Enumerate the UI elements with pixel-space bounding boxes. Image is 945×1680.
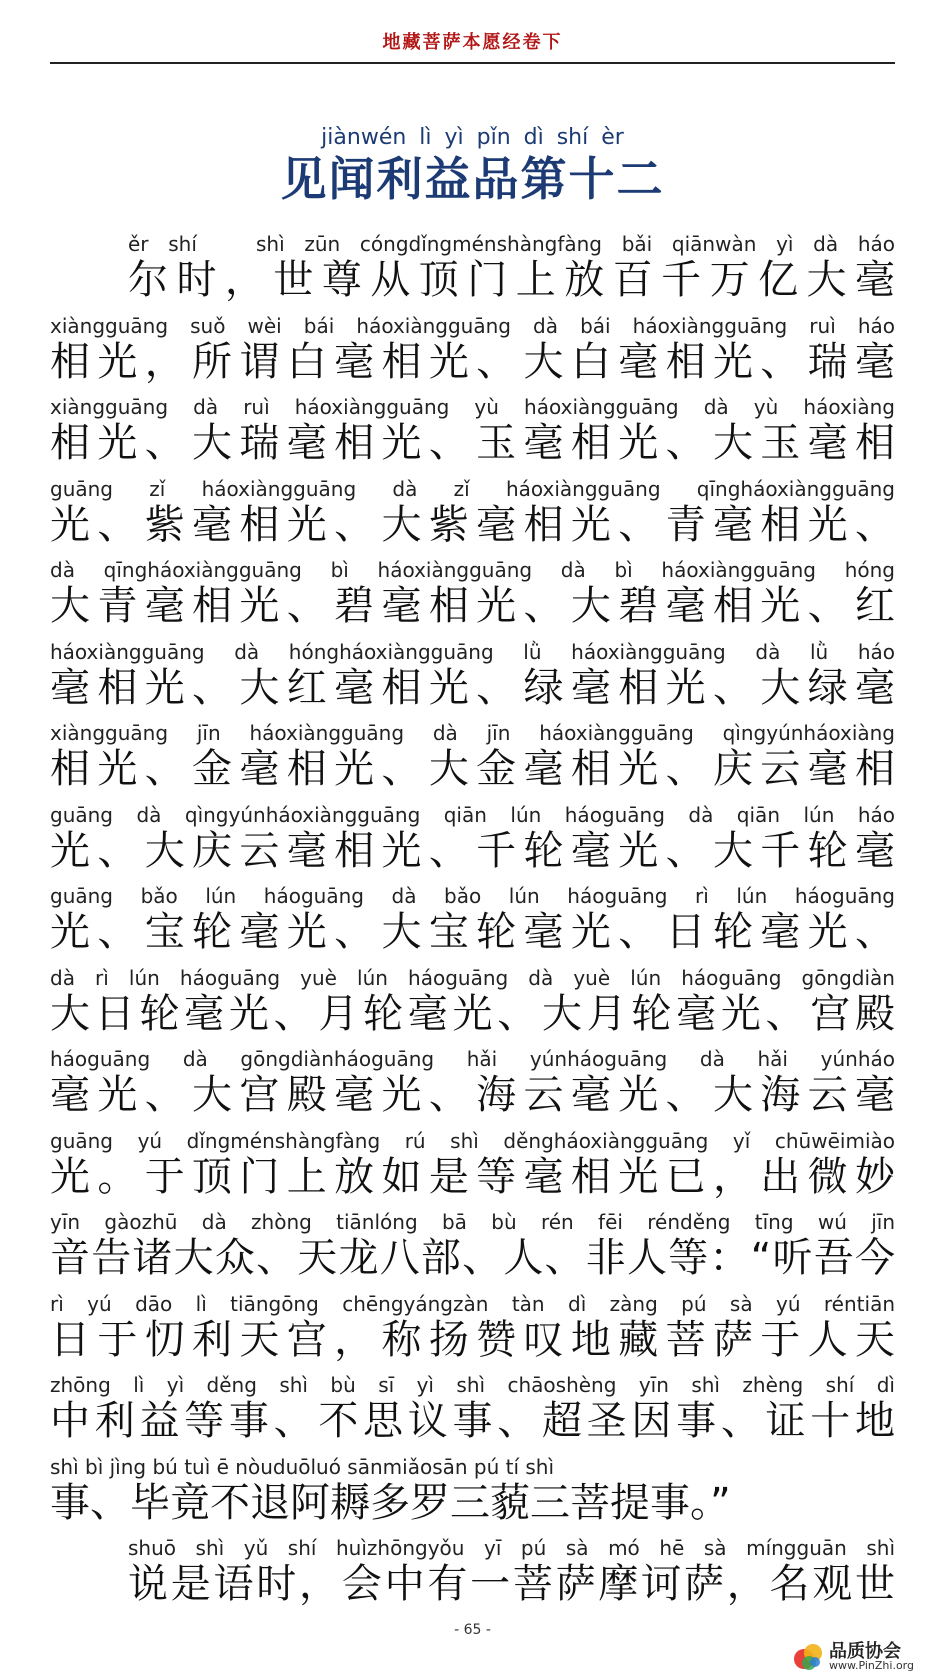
text-line [50, 884, 895, 966]
text-line [50, 803, 895, 885]
hanzi-line: 大青毫相光、碧毫相光、大碧毫相光、红 [50, 583, 895, 629]
pinyin-line: guāng dà qìngyúnháoxiàngguāng qiān lún háoguāng dà qiān lún háo [50, 802, 895, 827]
pinyin-line: dà rì lún háoguāng yuè lún háoguāng dà yuè lún háoguāng gōngdiàn [50, 965, 895, 990]
hanzi-line: 音告诸大众、天龙八部、人、非人等：“听吾今 [50, 1235, 895, 1281]
text-line [50, 1129, 895, 1211]
hanzi-line: 尔时，世尊从顶门上放百千万亿大毫 [128, 257, 895, 303]
pinyin-line: guāng yú dǐngménshàngfàng rú shì děngháoxiàngguāng yǐ chūwēimiào [50, 1128, 895, 1153]
text-line [50, 558, 895, 640]
text-line [50, 314, 895, 396]
pinyin-line: háoguāng dà gōngdiànháoguāng hǎi yúnháoguāng dà hǎi yúnháo [50, 1047, 895, 1071]
hanzi-line: 大日轮毫光、月轮毫光、大月轮毫光、宫殿 [50, 990, 895, 1037]
hanzi-line: 光。于顶门上放如是等毫相光已，出微妙 [50, 1153, 895, 1200]
pinzhi-logo-icon [791, 1639, 825, 1673]
text-line [50, 232, 895, 314]
text-line [50, 1455, 895, 1537]
pinyin-line: xiàngguāng jīn háoxiàngguāng dà jīn háoxiàngguāng qìngyúnháoxiàng [50, 721, 895, 745]
watermark-url: www.PinZhi.org [829, 1659, 914, 1672]
pinyin-line: guāng bǎo lún háoguāng dà bǎo lún háoguāng rì lún háoguāng [50, 884, 895, 908]
text-line [50, 640, 895, 722]
pinyin-line: dà qīngháoxiàngguāng bì háoxiàngguāng dà bì háoxiàngguāng hóng [50, 558, 895, 582]
text-line [50, 1292, 895, 1374]
pinyin-line: xiàngguāng dà ruì háoxiàngguāng yù háoxiàngguāng dà yù háoxiàng [50, 395, 895, 419]
text-line [50, 395, 895, 477]
pinyin-line: zhōng lì yì děng shì bù sī yì shì chāoshèng yīn shì zhèng shí dì [50, 1373, 895, 1397]
text-line [50, 1047, 895, 1129]
pinyin-line: guāng zǐ háoxiàngguāng dà zǐ háoxiàngguāng qīngháoxiàngguāng [50, 476, 895, 501]
page-number: - 65 - [454, 1622, 491, 1638]
text-line [50, 966, 895, 1048]
running-header [50, 30, 895, 64]
text-line [50, 477, 895, 559]
hanzi-line: 日于忉利天宫，称扬赞叹地藏菩萨于人天 [50, 1316, 895, 1363]
pinyin-line: shì bì jìng bú tuì ē nòuduōluó sānmiǎosān pú tí shì [50, 1454, 555, 1479]
chapter-heading [0, 124, 945, 206]
watermark [791, 1635, 931, 1675]
pinyin-line: xiàngguāng suǒ wèi bái háoxiàngguāng dà bái háoxiàngguāng ruì háo [50, 313, 895, 338]
hanzi-line: 相光，所谓白毫相光、大白毫相光、瑞毫 [50, 338, 895, 385]
text-line [50, 1210, 895, 1292]
hanzi-line: 光、大庆云毫相光、千轮毫光、大千轮毫 [50, 827, 895, 874]
text-line [50, 721, 895, 803]
hanzi-line: 毫光、大宫殿毫光、海云毫光、大海云毫 [50, 1072, 895, 1118]
watermark-name: 品质协会 [829, 1641, 901, 1662]
pinyin-line: ěr shí shì zūn cóngdǐngménshàngfàng bǎi qiānwàn yì dà háo [128, 232, 895, 256]
book-title: 地藏菩萨本愿经卷下 [382, 32, 563, 53]
pinyin-line: shuō shì yǔ shí huìzhōngyǒu yī pú sà mó hē sà míngguān shì [128, 1536, 895, 1560]
hanzi-line: 光、宝轮毫光、大宝轮毫光、日轮毫光、 [50, 909, 895, 955]
chapter-title-pinyin: jiànwén lì yì pǐn dì shí èr [321, 125, 624, 150]
hanzi-line: 事、毕竟不退阿耨多罗三藐三菩提事。” [50, 1479, 731, 1526]
hanzi-line: 光、紫毫相光、大紫毫相光、青毫相光、 [50, 501, 895, 548]
scripture-text [50, 232, 895, 1618]
text-line [50, 1536, 895, 1618]
text-line [50, 1373, 895, 1455]
hanzi-line: 说是语时，会中有一菩萨摩诃萨，名观世 [128, 1561, 895, 1607]
pinyin-line: yīn gàozhū dà zhòng tiānlóng bā bù rén fēi rénděng tīng wú jīn [50, 1210, 895, 1234]
chapter-title: 见闻利益品第十二 [280, 152, 665, 206]
hanzi-line: 相光、大瑞毫相光、玉毫相光、大玉毫相 [50, 420, 895, 466]
hanzi-line: 中利益等事、不思议事、超圣因事、证十地 [50, 1398, 895, 1444]
pinyin-line: rì yú dāo lì tiāngōng chēngyángzàn tàn dì zàng pú sà yú réntiān [50, 1291, 895, 1316]
hanzi-line: 毫相光、大红毫相光、绿毫相光、大绿毫 [50, 664, 895, 711]
pinyin-line: háoxiàngguāng dà hóngháoxiàngguāng lǜ háoxiàngguāng dà lǜ háo [50, 639, 895, 664]
hanzi-line: 相光、金毫相光、大金毫相光、庆云毫相 [50, 746, 895, 792]
